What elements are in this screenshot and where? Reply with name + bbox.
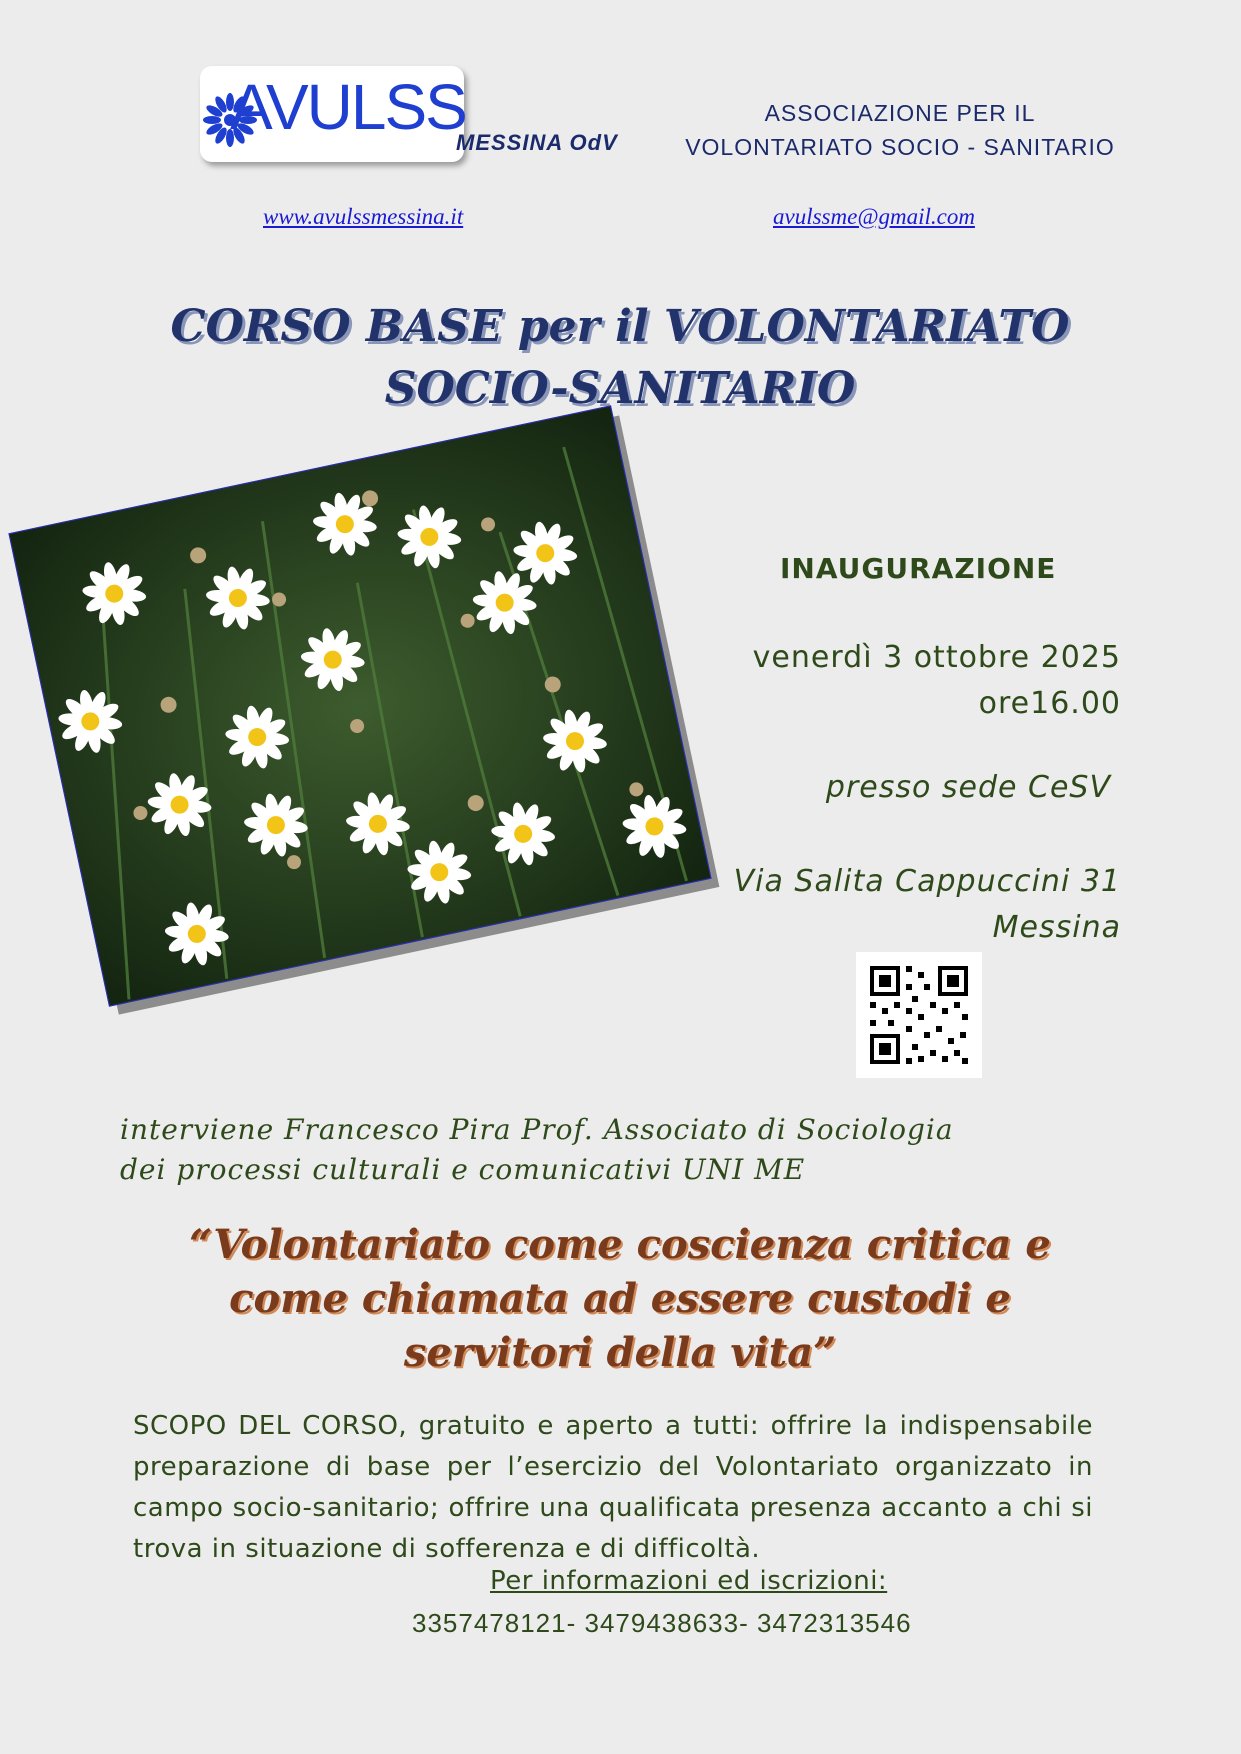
phone-numbers: 3357478121- 3479438633- 3472313546 [412, 1608, 912, 1638]
quote-line-3: servitori della vita” [403, 1329, 837, 1376]
info-label: Per informazioni ed iscrizioni: [490, 1566, 888, 1596]
email-link[interactable]: avulssme@gmail.com [773, 204, 975, 229]
course-title-line-2: SOCIO-SANITARIO [384, 363, 856, 414]
event-date: venerdì 3 ottobre 2025 [752, 640, 1121, 675]
event-address: Via Salita Cappuccini 31 [733, 864, 1121, 899]
logo-text: AVULSS [230, 71, 466, 143]
speaker-info [120, 1110, 1120, 1190]
association-line-1: ASSOCIAZIONE PER IL [764, 100, 1036, 126]
qr-code-graphic [856, 952, 982, 1078]
event-time: ore16.00 [978, 686, 1121, 721]
speaker-line-1: interviene Francesco Pira Prof. Associato di Sociologia [120, 1113, 954, 1146]
quote-line-1: “Volontariato come coscienza critica e [189, 1221, 1051, 1268]
event-heading: INAUGURAZIONE [780, 552, 1057, 585]
speaker-line-2: dei processi culturali e comunicativi UNI ME [120, 1153, 806, 1186]
course-title [100, 296, 1140, 420]
quote-line-2: come chiamata ad essere custodi e [229, 1275, 1011, 1322]
association-line-2: VOLONTARIATO SOCIO - SANITARIO [685, 134, 1115, 160]
daisy-photo [8, 405, 711, 1006]
motto-quote [100, 1218, 1140, 1380]
association-name [660, 96, 1140, 164]
daisy-photo-illustration [10, 406, 711, 1005]
course-title-line-1: CORSO BASE per il VOLONTARIATO [170, 301, 1070, 352]
event-city: Messina [992, 910, 1121, 945]
qr-code-icon[interactable] [856, 952, 982, 1078]
website-link[interactable]: www.avulssmessina.it [263, 204, 464, 229]
event-venue: presso sede CeSV [825, 770, 1111, 805]
logo-subtitle: MESSINA OdV [456, 130, 618, 155]
course-scope: SCOPO DEL CORSO, gratuito e aperto a tutti: offrire la indispensabile preparazione di base per l’esercizio del Volontariato organizzato in campo socio-sanitario; offrire una qualificata presenza accanto a chi si trova in situazione di sofferenza e di difficoltà. [133, 1411, 1093, 1564]
